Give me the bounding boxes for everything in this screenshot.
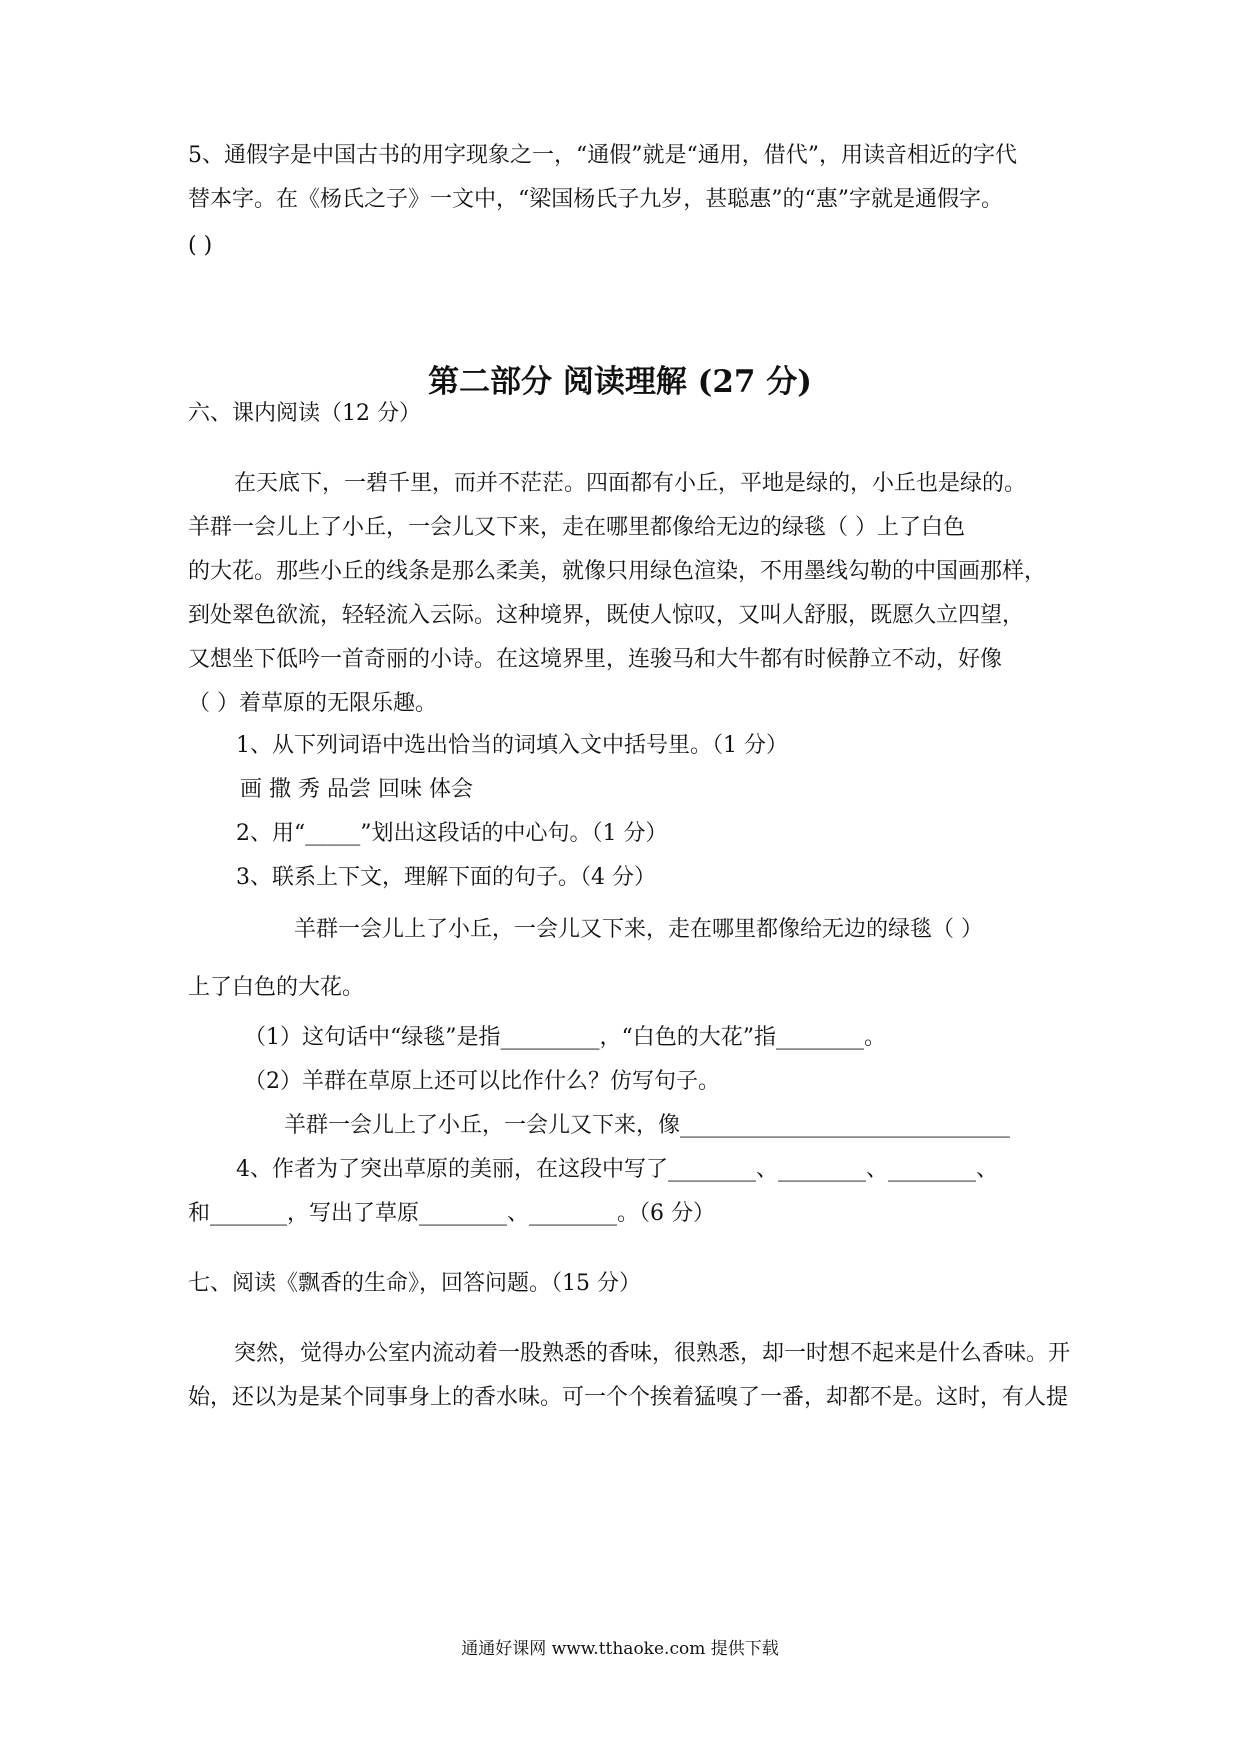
question-6-3-sub-1: （1）这句话中“绿毯”是指_________，“白色的大花”指________。 xyxy=(244,1025,886,1050)
question-5-line-2: 替本字。在《杨氏之子》一文中，“梁国杨氏子九岁，甚聪惠”的“惠”字就是通假字。 xyxy=(188,187,1003,212)
question-6-2: 2、用“_____”划出这段话的中心句。（1 分） xyxy=(236,821,668,846)
question-5-answer-brackets: ( ) xyxy=(188,233,213,258)
question-5-line-1: 5、通假字是中国古书的用字现象之一，“通假”就是“通用，借代”，用读音相近的字代 xyxy=(188,143,1017,168)
question-6-3-sub-2-blank-line: 羊群一会儿上了小丘，一会儿又下来，像______________________________ xyxy=(284,1113,1011,1138)
question-6-3-quote-line-1: 羊群一会儿上了小丘，一会儿又下来，走在哪里都像给无边的绿毯（ ） xyxy=(294,917,983,942)
passage-1-line-5: 又想坐下低吟一首奇丽的小诗。在这境界里，连骏马和大牛都有时候静立不动，好像 xyxy=(188,647,1003,672)
passage-1-line-3: 的大花。那些小丘的线条是那么柔美，就像只用绿色渲染，不用墨线勾勒的中国画那样， xyxy=(188,559,1047,584)
section-6-heading: 六、课内阅读（12 分） xyxy=(188,401,421,426)
part-2-title: 第二部分 阅读理解 (27 分) xyxy=(428,364,812,400)
passage-1-line-2: 羊群一会儿上了小丘，一会儿又下来，走在哪里都像给无边的绿毯（ ）上了白色 xyxy=(188,515,965,540)
question-6-3-sub-2: （2）羊群在草原上还可以比作什么？仿写句子。 xyxy=(244,1069,720,1094)
question-6-3-quote-line-2: 上了白色的大花。 xyxy=(188,975,365,1000)
passage-1-line-1: 在天底下，一碧千里，而并不茫茫。四面都有小丘，平地是绿的，小丘也是绿的。 xyxy=(234,471,1027,496)
page-footer: 通通好课网 www.tthaoke.com 提供下载 xyxy=(461,1639,779,1659)
section-7-heading: 七、阅读《飘香的生命》，回答问题。（15 分） xyxy=(188,1271,641,1296)
question-6-4-line-2: 和_______，写出了草原________、________。（6 分） xyxy=(188,1201,715,1226)
passage-2-line-2: 始，还以为是某个同事身上的香水味。可一个个挨着猛嗅了一番，却都不是。这时，有人提 xyxy=(188,1385,1069,1410)
question-6-1-word-choices: 画 撒 秀 品尝 回味 体会 xyxy=(240,777,473,802)
question-6-3: 3、联系上下文，理解下面的句子。（4 分） xyxy=(236,865,656,890)
passage-1-line-4: 到处翠色欲流，轻轻流入云际。这种境界，既使人惊叹，又叫人舒服，既愿久立四望， xyxy=(188,603,1025,628)
question-6-4-line-1: 4、作者为了突出草原的美丽，在这段中写了________、________、________、 xyxy=(236,1157,998,1182)
passage-1-line-6: （ ）着草原的无限乐趣。 xyxy=(188,691,437,716)
passage-2-line-1: 突然，觉得办公室内流动着一股熟悉的香味，很熟悉，却一时想不起来是什么香味。开 xyxy=(234,1341,1071,1366)
question-6-1: 1、从下列词语中选出恰当的词填入文中括号里。（1 分） xyxy=(236,733,788,758)
